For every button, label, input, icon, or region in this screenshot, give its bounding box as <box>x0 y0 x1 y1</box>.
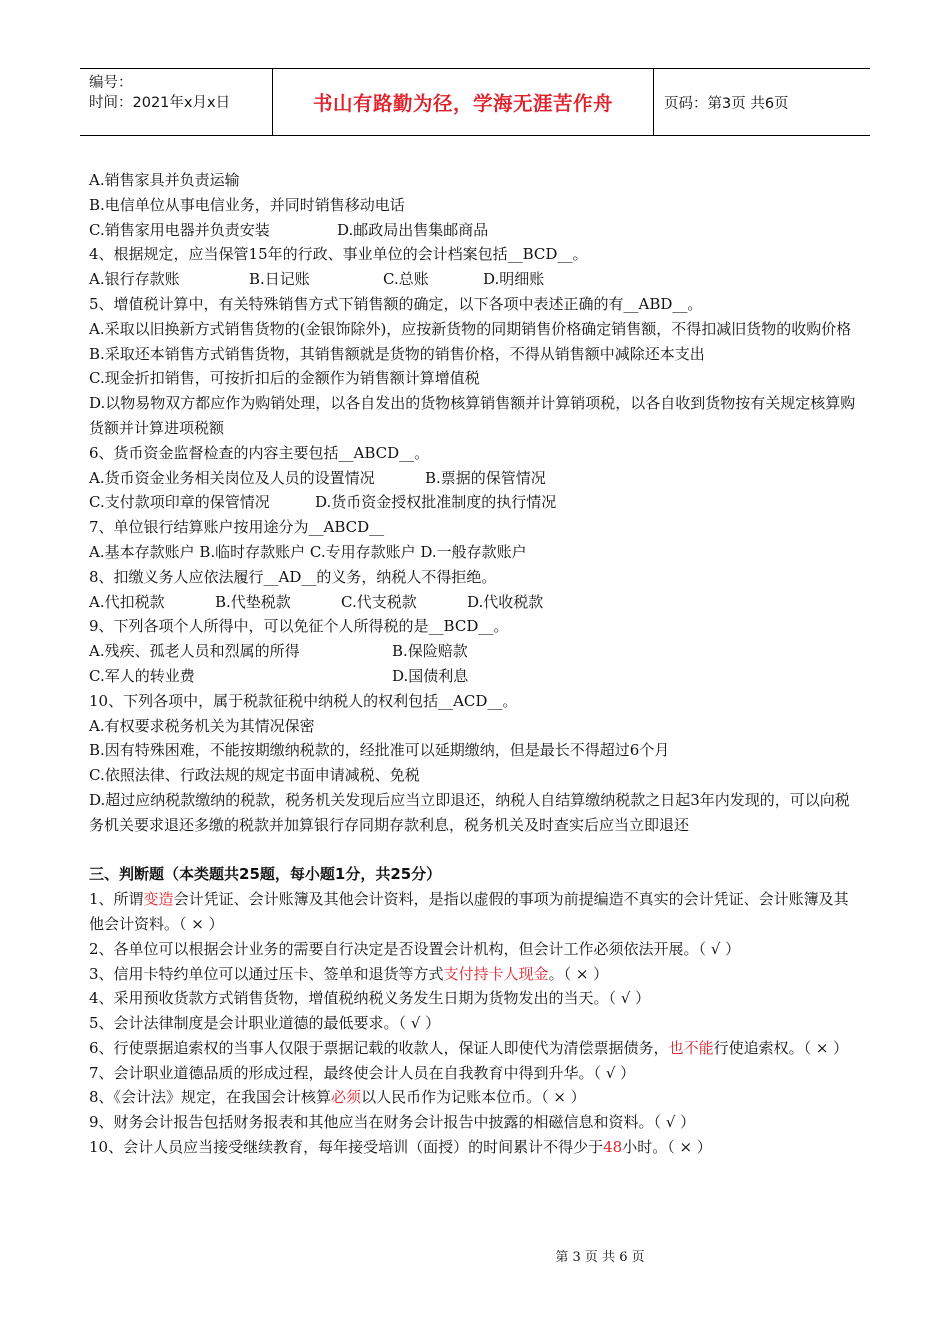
q9-option-a: A.残疾、孤老人员和烈属的所得 <box>89 642 300 661</box>
q10-option-d: D.超过应纳税款缴纳的税款，税务机关发现后应当立即退还，纳税人自结算缴纳税款之日起3年内发现的，可以向税务机关要求退还多缴的税款并加算银行存同期存款利息，税务机关及时查实后应当立即退还 <box>89 790 850 834</box>
judge-8-text: 8、《会计法》规定，在我国会计核算 <box>89 1088 332 1107</box>
judge-8-text-end: 以人民币作为记账本位币。（ × ） <box>361 1088 586 1107</box>
q8-option-a: A.代扣税款 <box>89 592 165 611</box>
q9-options-ab <box>89 639 862 664</box>
judge-item-1 <box>89 887 862 937</box>
q8-option-b: B.代垫税款 <box>215 592 291 611</box>
q5-option-b: B.采取还本销售方式销售货物，其销售额就是货物的销售价格，不得从销售额中减除还本支出 <box>89 344 705 363</box>
judge-3-text-end: 。（ × ） <box>548 964 609 983</box>
q9-options-cd <box>89 664 862 689</box>
q7-stem: 7、单位银行结算账户按用途分为__ABCD__ <box>89 518 385 537</box>
judge-item-2: 2、各单位可以根据会计业务的需要自行决定是否设置会计机构，但会计工作必须依法开展。（ √ ） <box>89 939 741 958</box>
document-body <box>89 168 862 1160</box>
page-footer: 第 3 页 共 6 页 <box>555 1250 645 1265</box>
q4-stem: 4、根据规定，应当保管15年的行政、事业单位的会计档案包括__BCD__。 <box>89 245 588 264</box>
q5-option-c: C.现金折扣销售，可按折扣后的金额作为销售额计算增值税 <box>89 369 480 388</box>
judge-3-text: 3、信用卡特约单位可以通过压卡、签单和退货等方式 <box>89 964 444 983</box>
q10-stem: 10、下列各项中，属于税款征税中纳税人的权利包括__ACD__。 <box>89 691 518 710</box>
judge-6-text-end: 行使追索权。（ × ） <box>713 1038 849 1057</box>
q3-option-b: B.电信单位从事电信业务，并同时销售移动电话 <box>89 195 405 214</box>
q8-option-d: D.代收税款 <box>467 592 544 611</box>
judge-3-highlight: 支付持卡人现金 <box>443 964 549 983</box>
judge-item-5: 5、会计法律制度是会计职业道德的最低要求。（ √ ） <box>89 1014 441 1033</box>
q8-options <box>89 590 862 615</box>
judge-10-text: 10、会计人员应当接受继续教育，每年接受培训（面授）的时间累计不得少于 <box>89 1138 604 1157</box>
q4-option-d: D.明细账 <box>483 270 545 289</box>
q6-option-b: B.票据的保管情况 <box>425 468 546 487</box>
judge-item-6 <box>89 1036 862 1061</box>
q10-option-c: C.依照法律、行政法规的规定书面申请减税、免税 <box>89 766 420 785</box>
judge-item-4: 4、采用预收货款方式销售货物，增值税纳税义务发生日期为货物发出的当天。（ √ ） <box>89 989 651 1008</box>
q4-option-b: B.日记账 <box>249 270 310 289</box>
judge-1-text: 1、所谓 <box>89 890 144 909</box>
header-meta <box>80 69 273 135</box>
page-header <box>80 68 870 136</box>
q4-option-a: A.银行存款账 <box>89 270 180 289</box>
judge-item-7: 7、会计职业道德品质的形成过程，最终使会计人员在自我教育中得到升华。（ √ ） <box>89 1063 636 1082</box>
q9-option-d: D.国债利息 <box>392 666 469 685</box>
q9-stem: 9、下列各项个人所得中，可以免征个人所得税的是__BCD__。 <box>89 617 509 636</box>
q4-options <box>89 267 862 292</box>
judge-item-10 <box>89 1135 862 1160</box>
document-date: 时间：2021年x月x日 <box>89 95 231 111</box>
judge-1-highlight: 变造 <box>143 890 174 909</box>
q6-option-c: C.支付款项印章的保管情况 <box>89 493 270 512</box>
q5-option-a: A.采取以旧换新方式销售货物的(金银饰除外)，应按新货物的同期销售价格确定销售额，不得扣减旧货物的收购价格 <box>89 319 852 338</box>
q8-stem: 8、扣缴义务人应依法履行__AD__的义务，纳税人不得拒绝。 <box>89 567 497 586</box>
spacer <box>89 838 862 863</box>
judge-6-text: 6、行使票据追索权的当事人仅限于票据记载的收款人，保证人即使代为清偿票据债务， <box>89 1038 669 1057</box>
q5-option-d: D.以物易物双方都应作为购销处理，以各自发出的货物核算销售额并计算销项税，以各自收到货物按有关规定核算购货额并计算进项税额 <box>89 394 856 437</box>
header-page-info: 页码：第3页 共6页 <box>664 95 789 112</box>
judge-item-3 <box>89 962 862 987</box>
section-title: 三、判断题（本类题共25题，每小题1分，共25分） <box>89 865 442 884</box>
q7-options: A.基本存款账户 B.临时存款账户 C.专用存款账户 D.一般存款账户 <box>89 542 527 561</box>
q3-option-a: A.销售家具并负责运输 <box>89 171 240 189</box>
q6-stem: 6、货币资金监督检查的内容主要包括__ABCD__。 <box>89 443 430 462</box>
judge-1-text-end: 会计凭证、会计账簿及其他会计资料，是指以虚假的事项为前提编造不真实的会计凭证、会计账簿及其他会计资料。（ × ） <box>89 890 849 933</box>
q8-option-c: C.代支税款 <box>341 592 417 611</box>
q6-options-ab <box>89 466 862 491</box>
judge-6-highlight: 也不能 <box>668 1038 714 1057</box>
judge-10-text-end: 小时。（ × ） <box>622 1138 712 1157</box>
q10-option-b: B.因有特殊困难，不能按期缴纳税款的，经批准可以延期缴纳，但是最长不得超过6个月 <box>89 741 670 760</box>
q6-option-a: A.货币资金业务相关岗位及人员的设置情况 <box>89 468 375 487</box>
q10-option-a: A.有权要求税务机关为其情况保密 <box>89 716 315 735</box>
q3-option-d: D.邮政局出售集邮商品 <box>337 220 489 239</box>
q9-option-b: B.保险赔款 <box>392 642 468 661</box>
document-number: 编号： <box>89 75 133 91</box>
q3-option-c: C.销售家用电器并负责安装 <box>89 220 270 239</box>
q3-options-cd <box>89 218 862 243</box>
judge-8-highlight: 必须 <box>331 1088 362 1107</box>
header-motto: 书山有路勤为径，学海无涯苦作舟 <box>273 69 654 135</box>
judge-item-8 <box>89 1085 862 1110</box>
judge-item-9: 9、财务会计报告包括财务报表和其他应当在财务会计报告中披露的相磁信息和资料。（ √ ） <box>89 1113 696 1132</box>
q4-option-c: C.总账 <box>383 270 429 289</box>
q5-stem: 5、增值税计算中，有关特殊销售方式下销售额的确定，以下各项中表述正确的有__ABD__。 <box>89 294 703 313</box>
judge-10-highlight: 48 <box>603 1138 623 1157</box>
q9-option-c: C.军人的转业费 <box>89 666 195 685</box>
q6-option-d: D.货币资金授权批准制度的执行情况 <box>315 493 557 512</box>
q6-options-cd <box>89 490 862 515</box>
